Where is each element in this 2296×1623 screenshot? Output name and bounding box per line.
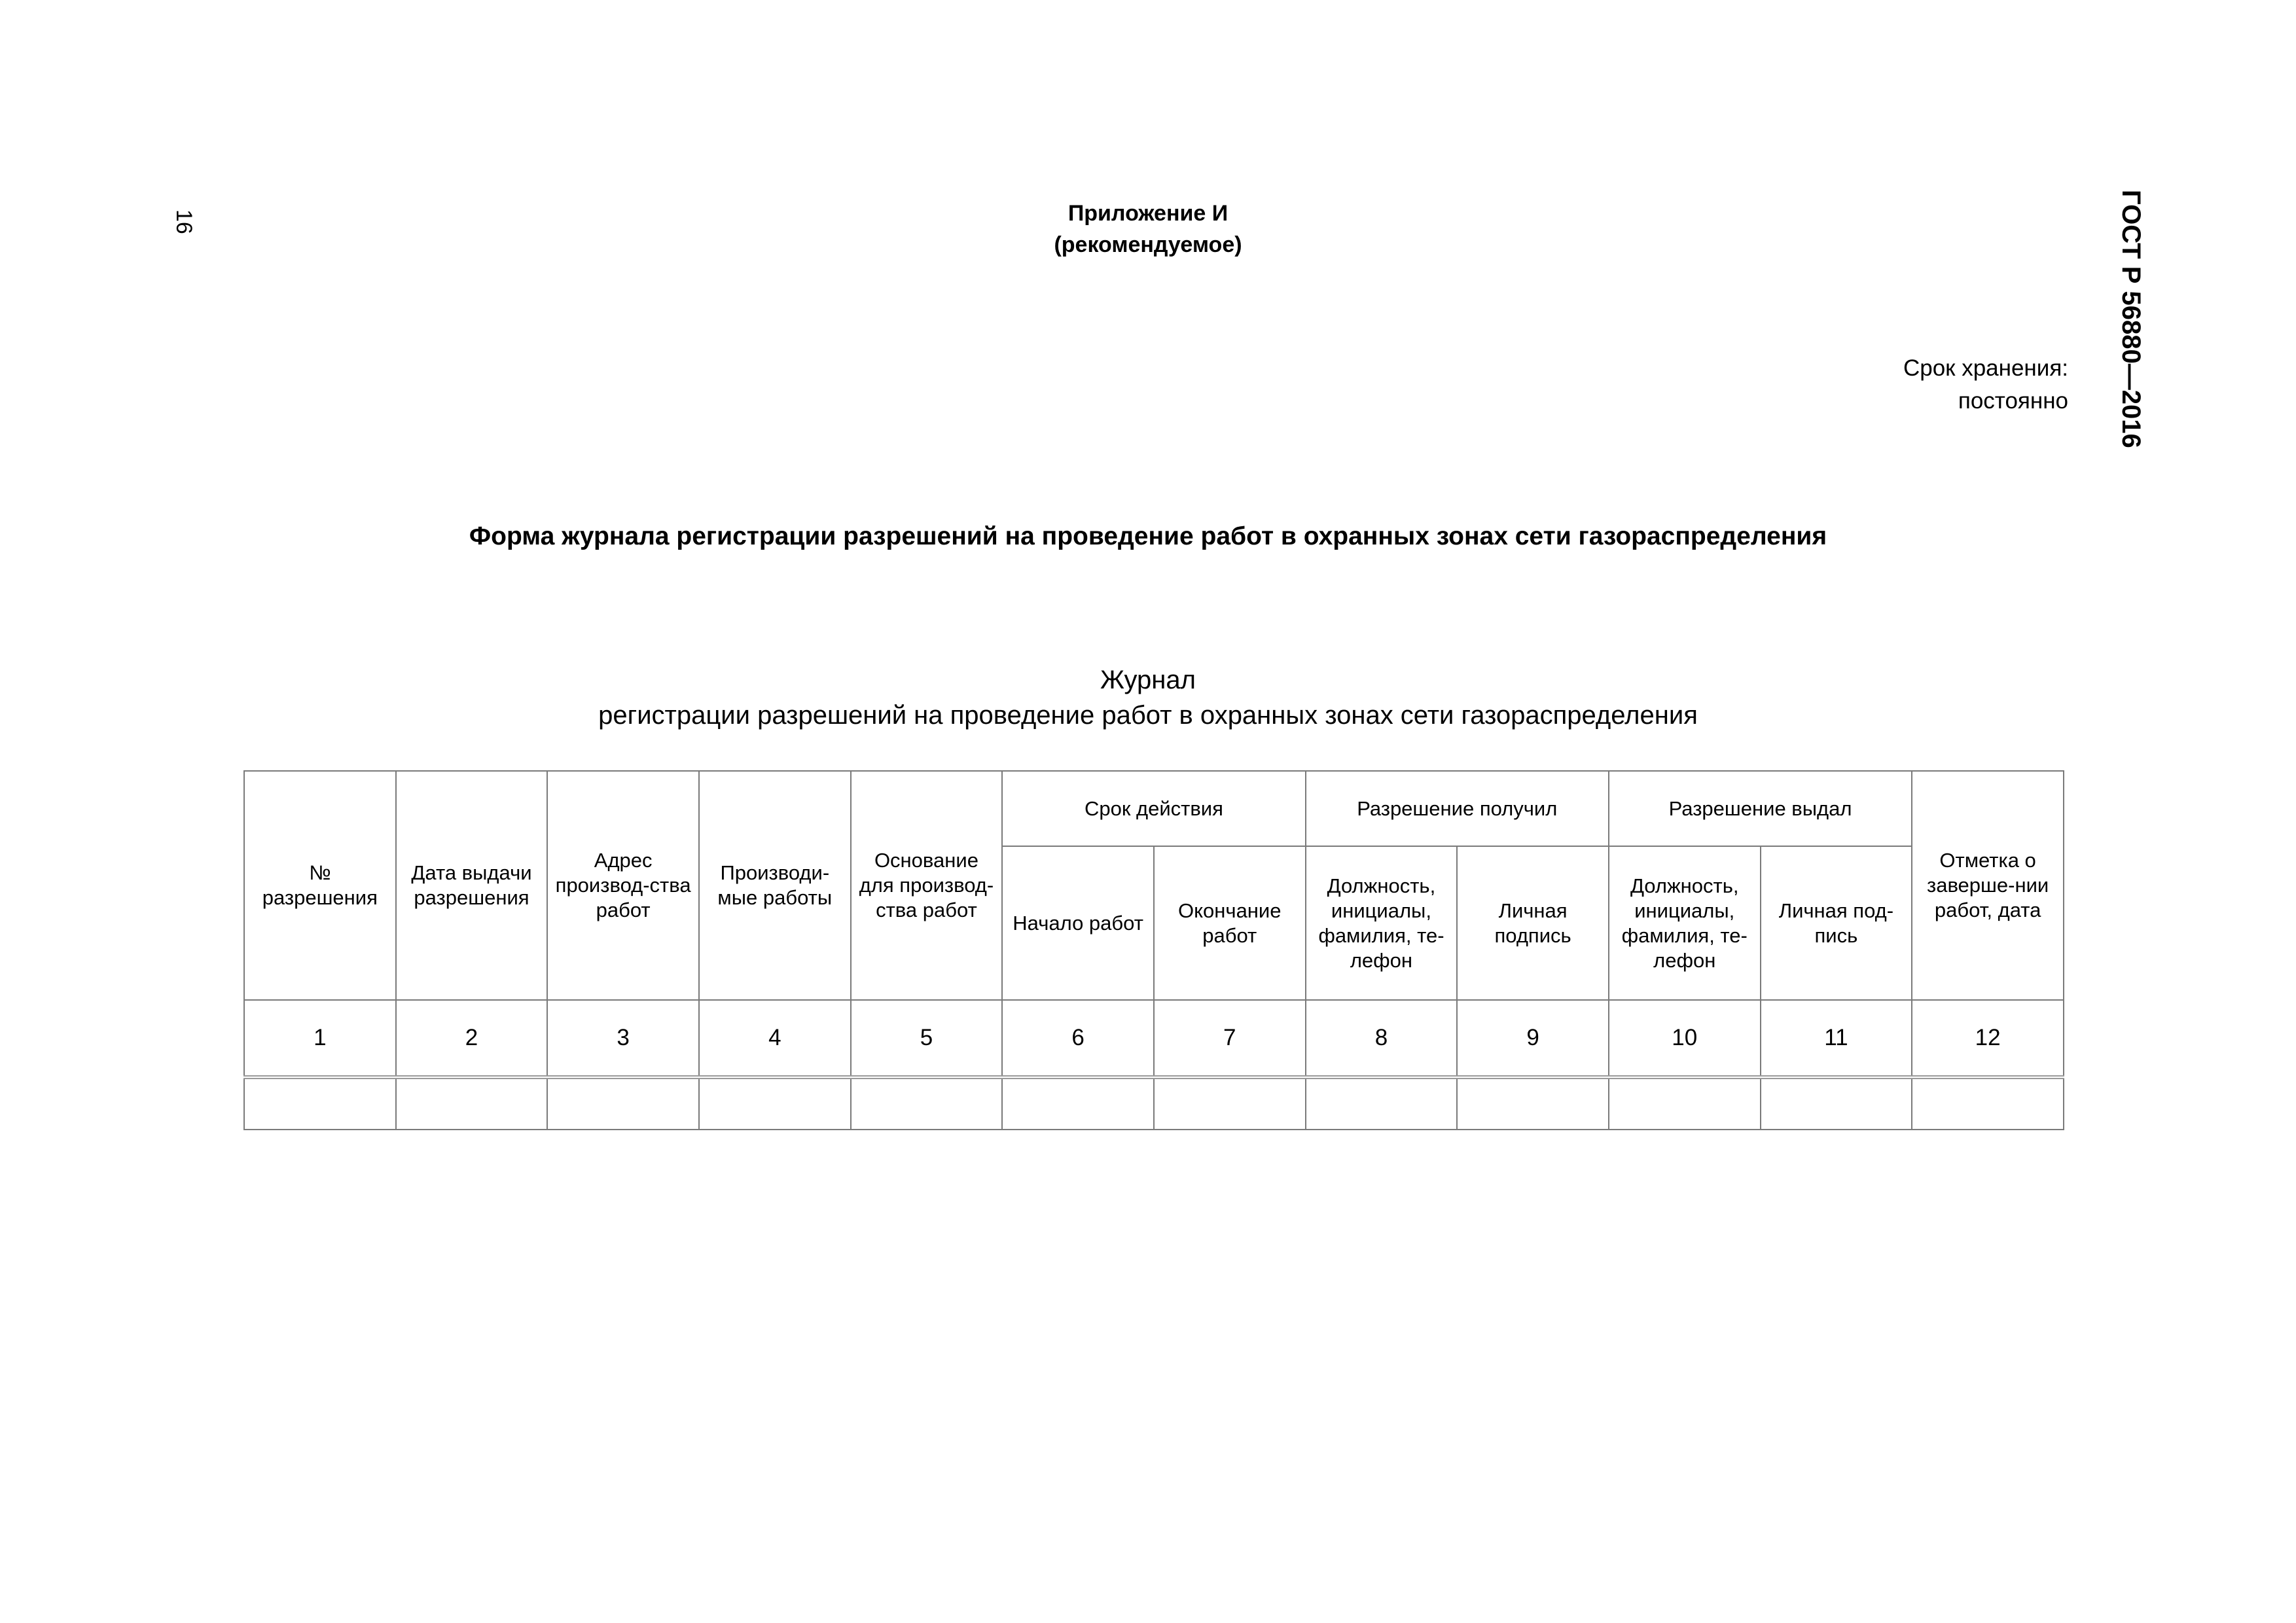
column-number: 4: [699, 1000, 851, 1077]
standard-id: ГОСТ Р 56880—2016: [2117, 190, 2145, 448]
header-work-end: Окончание работ: [1154, 846, 1306, 1000]
table-cell: [851, 1077, 1003, 1130]
header-issue-date: Дата выдачи разрешения: [396, 771, 548, 1000]
journal-title: Журнал: [1100, 666, 1196, 694]
column-number-row: [244, 1000, 2064, 1077]
table-header-row: [244, 771, 2064, 846]
table-cell: [1154, 1077, 1306, 1130]
journal-heading: [428, 662, 1868, 733]
column-number: 6: [1002, 1000, 1154, 1077]
storage-period: [1741, 352, 2068, 418]
table-cell: [396, 1077, 548, 1130]
header-receiver-signature: Личная подпись: [1457, 846, 1609, 1000]
appendix-heading: [821, 198, 1475, 260]
header-permit-number: № разрешения: [244, 771, 396, 1000]
header-work-address: Адрес производ-ства работ: [547, 771, 699, 1000]
header-work-basis: Основание для производ-ства работ: [851, 771, 1003, 1000]
journal-table: [243, 770, 2064, 1130]
header-work-start: Начало работ: [1002, 846, 1154, 1000]
column-number: 9: [1457, 1000, 1609, 1077]
header-group-validity: Срок действия: [1002, 771, 1305, 846]
table-cell: [244, 1077, 396, 1130]
column-number: 7: [1154, 1000, 1306, 1077]
table-cell: [1761, 1077, 1912, 1130]
table-cell: [699, 1077, 851, 1130]
column-number: 1: [244, 1000, 396, 1077]
header-completion-mark: Отметка о заверше-нии работ, дата: [1912, 771, 2064, 1000]
header-issuer-signature: Личная под-пись: [1761, 846, 1912, 1000]
storage-value: постоянно: [1958, 388, 2068, 414]
appendix-title: Приложение И: [1067, 201, 1229, 226]
table-cell: [547, 1077, 699, 1130]
table-cell: [1912, 1077, 2064, 1130]
table-cell: [1457, 1077, 1609, 1130]
column-number: 8: [1306, 1000, 1458, 1077]
column-number: 2: [396, 1000, 548, 1077]
header-group-issued: Разрешение выдал: [1609, 771, 1912, 846]
column-number: 12: [1912, 1000, 2064, 1077]
table-cell: [1609, 1077, 1761, 1130]
header-group-received: Разрешение получил: [1306, 771, 1609, 846]
table-cell: [1306, 1077, 1458, 1130]
form-title: Форма журнала регистрации разрешений на проведение работ в охранных зонах сети газораспределения: [469, 522, 1827, 550]
header-works-performed: Производи-мые работы: [699, 771, 851, 1000]
storage-label: Срок хранения:: [1903, 355, 2068, 381]
header-receiver-details: Должность, инициалы, фамилия, те-лефон: [1306, 846, 1458, 1000]
column-number: 5: [851, 1000, 1003, 1077]
journal-subtitle: регистрации разрешений на проведение работ в охранных зонах сети газораспределения: [598, 701, 1698, 730]
header-issuer-details: Должность, инициалы, фамилия, те-лефон: [1609, 846, 1761, 1000]
table-row: [244, 1077, 2064, 1130]
column-number: 3: [547, 1000, 699, 1077]
appendix-status: (рекомендуемое): [1054, 232, 1242, 257]
table-cell: [1002, 1077, 1154, 1130]
column-number: 11: [1761, 1000, 1912, 1077]
column-number: 10: [1609, 1000, 1761, 1077]
page-number: 16: [171, 209, 196, 234]
